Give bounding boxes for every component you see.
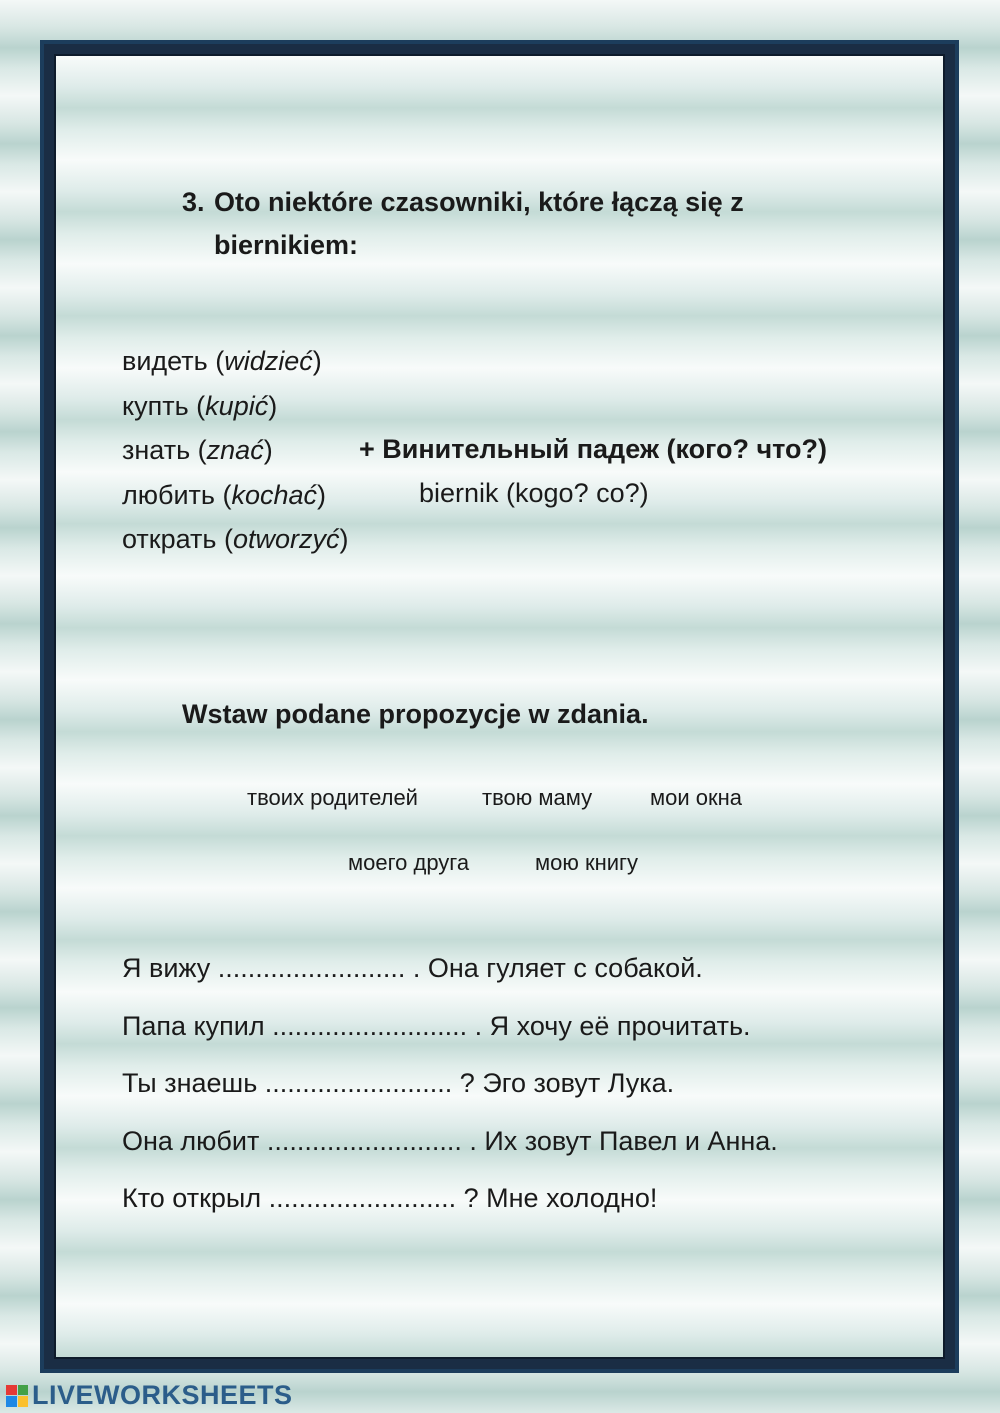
word-bank-item: твоих родителей (247, 785, 418, 810)
verb-item: купть (kupić) (122, 390, 278, 421)
word-bank-item: мои окна (650, 785, 743, 810)
worksheet-page (54, 54, 945, 1359)
sentence-gap-fill[interactable]: Я вижу ......................... . Она гуляет с собакой. (122, 953, 703, 983)
case-rule: + Винительный падеж (кого? что?) (359, 434, 828, 464)
heading-line-1: Oto niektóre czasowniki, które łączą się z (214, 187, 744, 217)
sentence-gap-fill[interactable]: Кто открыл ......................... ? Мне холодно! (122, 1183, 658, 1213)
sentence-gap-fill[interactable]: Папа купил .......................... . Я хочу её прочитать. (122, 1010, 751, 1041)
verb-item: любить (kochać) (122, 479, 327, 510)
sentence-gap-fill[interactable]: Она любит .......................... . Их зовут Павел и Анна. (122, 1125, 778, 1156)
logo-text: LIVEWORKSHEETS (32, 1380, 293, 1410)
exercise-heading (182, 181, 822, 267)
heading-line-2: biernikiem: (214, 230, 359, 260)
verb-item: открать (otworzyć) (122, 524, 349, 554)
word-bank-item: твою маму (482, 785, 593, 810)
case-rule-polish: biernik (kogo? co?) (419, 478, 649, 508)
verb-item: знать (znać) (122, 435, 273, 465)
word-bank-item: моего друга (348, 850, 470, 875)
verb-list (122, 339, 349, 562)
sentence-list (122, 940, 778, 1228)
liveworksheets-logo[interactable] (6, 1380, 293, 1411)
exercise-number: 3. (182, 187, 205, 217)
word-bank-item: мою книгу (535, 850, 639, 875)
worksheet-frame (40, 40, 959, 1373)
logo-blocks-icon (6, 1385, 28, 1407)
exercise-instruction: Wstaw podane propozycje w zdania. (182, 699, 649, 729)
sentence-gap-fill[interactable]: Ты знаешь ......................... ? Эго зовут Лука. (122, 1068, 675, 1098)
verb-item: видеть (widzieć) (122, 346, 322, 376)
